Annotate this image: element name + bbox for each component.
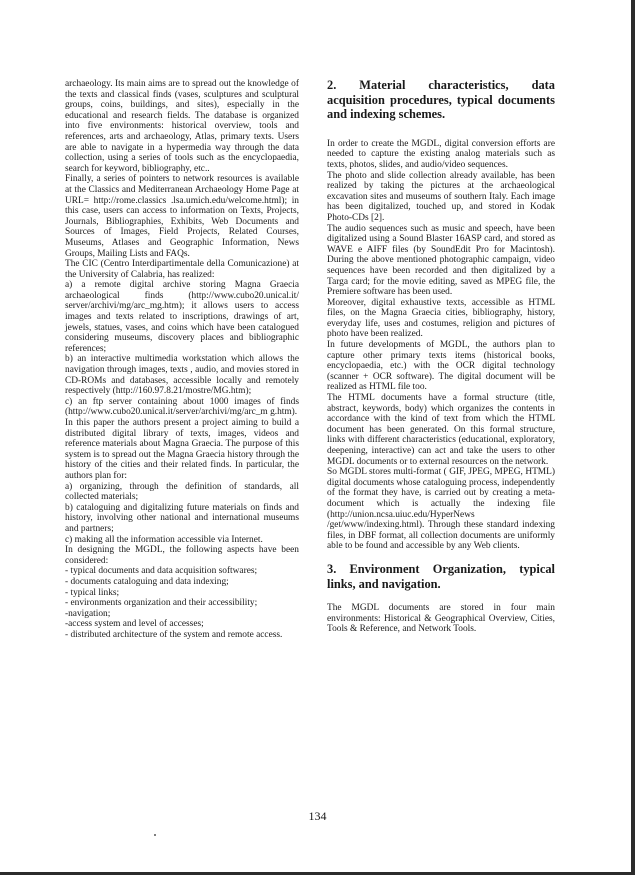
aspect-item: - typical documents and data acquisition softwares;: [65, 566, 258, 577]
section-2-paragraph: In future developments of MGDL, the authors plan to capture other primary texts items (historical books, encyclopaedia, etc.) with the OCR digital technology (scanner + OCR software). The digital document will be realized as HTML file too.: [327, 340, 555, 393]
plan-item-a: a) organizing, through the definition of standards, all collected materials;: [65, 481, 299, 503]
left-column: [65, 79, 299, 640]
scan-speck: [154, 834, 156, 836]
aspect-item: - environments organization and their accessibility;: [65, 598, 258, 609]
plan-item-b: b) cataloguing and digitalizing future materials on finds and history, involving other national and international museums and partners;: [65, 502, 299, 534]
section-2-paragraph: The HTML documents have a formal structure (title, abstract, keywords, body) which organizes the contents in accordance with the kind of text from which the HTML document has been generated. On this formal structure, links with different characteristics (educational, exploratory, deepening, interactive) can act and take the users to other MGDL documents or to external resources on the network.: [327, 393, 555, 467]
cic-item-c: c) an ftp server containing about 1000 images of finds (http://www.cubo20.unical.it/server/archivi/mg/arc_m g.htm).: [65, 396, 299, 418]
section-2-paragraph: The photo and slide collection already available, has been realized by taking the pictures at the archaeological excavation sites and museums of southern Italy. Each image has been digitalized, touched up, and stored in Kodak Photo-CDs [2].: [327, 170, 555, 223]
right-column: [327, 78, 555, 635]
aspect-item: -access system and level of accesses;: [65, 619, 204, 630]
section-2-heading: 2. Material characteristics, data acquisition procedures, typical documents and indexing schemes.: [327, 78, 555, 122]
design-paragraph: In designing the MGDL, the following aspects have been considered:: [65, 545, 299, 566]
resources-paragraph: Finally, a series of pointers to network resources is available at the Classics and Mediterranean Archaeology Home Page at URL= http://rome.classics .lsa.umich.edu/welcome.html); in this case, users can access to information on Texts, Projects, Journals, Bibliographies, Exhibits, Web Documents and Sources of Images, Field Projects, Related Courses, Museums, Atlases and Geographic Information, News Groups, Mailing Lists and FAQs.: [65, 174, 299, 259]
section-3-heading: 3. Environment Organization, typical links, and navigation.: [327, 561, 555, 591]
cic-item-a: a) a remote digital archive storing Magna Graecia archaeological finds (http://www.cubo20.unical.it/ server/archivi/mg/arc_mg.htm); it allows users to access images and texts related to inscriptions, drawings of art, jewels, statues, vases, and coins which have been catalogued considering museums, discovery places and bibliographic references;: [65, 280, 299, 354]
aspect-item: -navigation;: [65, 608, 111, 619]
intro-paragraph: archaeology. Its main aims are to spread out the knowledge of the texts and classical finds (vases, sculptures and sculptural groups, coins, buildings, and sites), especially in the educational and research fields. The database is organized into five environments: historical overview, tools and references, arts and archaeology, Atlas, primary texts. Users are able to navigate in a hypermedia way through the data collection, using a series of tools such as the encyclopaedia, search for keyword, bibliography, etc..: [65, 79, 299, 174]
section-3-paragraph: The MGDL documents are stored in four main environments: Historical & Geographical Overview, Cities, Tools & Reference, and Network Tools.: [327, 603, 555, 635]
cic-paragraph: The CIC (Centro Interdipartimentale della Comunicazione) at the University of Calabria, has realized:: [65, 259, 299, 280]
scan-edge-right: [631, 0, 635, 875]
section-2-paragraph: So MGDL stores multi-format ( GIF, JPEG, MPEG, HTML) digital documents whose cataloguing process, independently of the format they have, is carried out by creating a meta-document which is actually the indexing file (http://union.ncsa.uiuc.edu/HyperNews /get/www/indexing.html). Through these standard indexing files, in DBF format, all collection documents are uniformly able to be found and accessible by any Web clients.: [327, 467, 555, 552]
section-2-paragraph: Moreover, digital exhaustive texts, accessible as HTML files, on the Magna Graecia cities, bibliography, history, everyday life, uses and costumes, religion and pictures of photo have been realized.: [327, 297, 555, 340]
section-2-paragraph: The audio sequences such as music and speech, have been digitalized using a Sound Blaster 16ASP card, and stored as WAVE e AIFF files (by SoundEdit Pro for Macintosh). During the above mentioned photographic campaign, video sequences have been recorded and then digitalized by a Targa card; for the movie editing, saved as MPEG file, the Premiere software has been used.: [327, 223, 555, 298]
aspect-item: - documents cataloguing and data indexing;: [65, 576, 229, 587]
page-number: 134: [308, 809, 327, 823]
plan-item-c: c) making all the information accessible via Internet.: [65, 534, 263, 545]
section-2-paragraph: In order to create the MGDL, digital conversion efforts are needed to capture the existing analog materials such as texts, photos, slides, and audio/video sequences.: [327, 138, 555, 170]
project-paragraph: In this paper the authors present a project aiming to build a distributed digital library of texts, images, videos and reference materials about Magna Graecia. The purpose of this system is to spread out the Magna Graecia history through the history of the cities and their related finds. In particular, the authors plan for:: [65, 418, 299, 481]
aspect-item: - distributed architecture of the system and remote access.: [65, 629, 283, 640]
aspect-item: - typical links;: [65, 587, 120, 598]
cic-item-b: b) an interactive multimedia workstation which allows the navigation through images, texts , audio, and movies stored in CD-ROMs and databases, accessible locally and remotely respectively (http://160.97.8.21/mostre/MG.htm);: [65, 354, 299, 397]
